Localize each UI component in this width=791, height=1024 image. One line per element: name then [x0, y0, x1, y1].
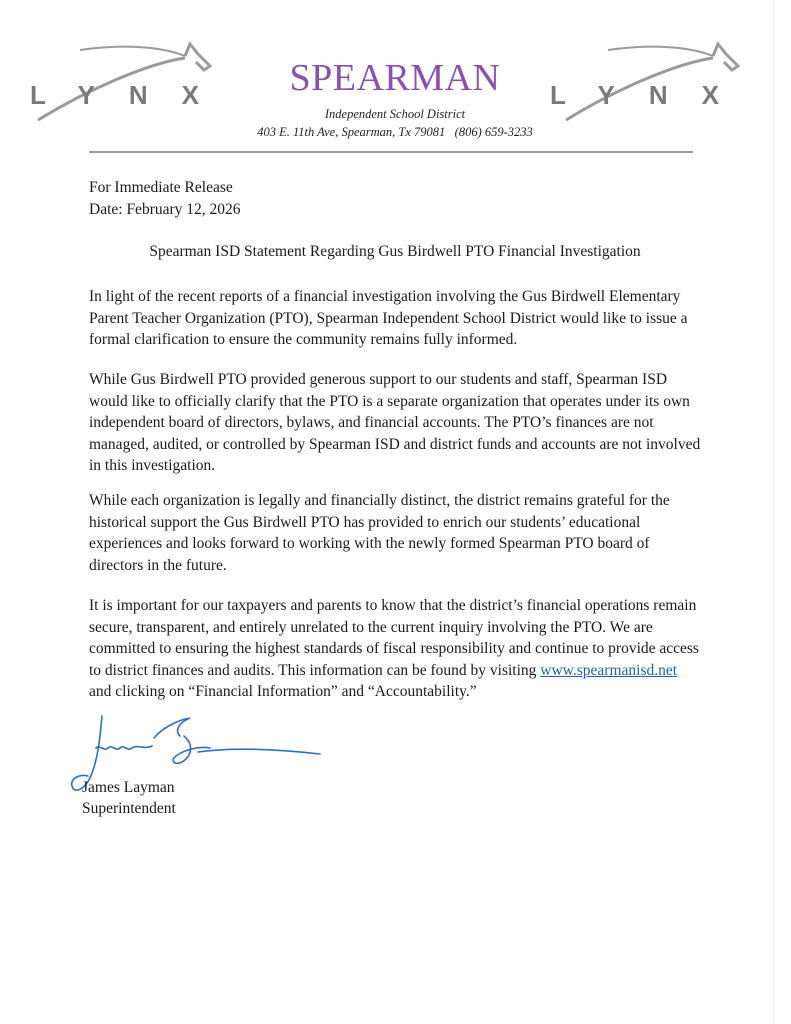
district-name: SPEARMAN: [289, 57, 501, 99]
paragraph-1: In light of the recent reports of a financial investigation involving the Gus Birdwell Elementary Parent Teacher Organization (PTO), Spearman Independent School District would like to issue a formal clarification to ensure the community remains fully informed.: [89, 288, 688, 348]
signer-title: Superintendent: [82, 800, 176, 817]
statement-title: Spearman ISD Statement Regarding Gus Birdwell PTO Financial Investigation: [149, 243, 641, 260]
release-info: [89, 177, 701, 220]
header-divider: [89, 151, 693, 153]
release-date: Date: February 12, 2026: [89, 200, 241, 218]
paragraph-3: While each organization is legally and financially distinct, the district remains grateful for the historical support the Gus Birdwell PTO has provided to enrich our students’ educational experiences and looks forward to working with the newly formed Spearman PTO board of directors in the future.: [89, 492, 670, 574]
logo-text: LYNX: [30, 80, 233, 110]
scan-edge: [773, 0, 774, 1024]
paragraph-2: While Gus Birdwell PTO provided generous support to our students and staff, Spearman ISD would like to officially clarify that the PTO is a separate organization that operates under its own independent board of directors, bylaws, and financial accounts. The PTO’s finances are not managed, audited, or controlled by Spearman ISD and district funds and accounts are not involved in this investigation.: [89, 371, 701, 474]
signer-name: James Layman: [82, 779, 175, 796]
release-line: For Immediate Release: [89, 179, 233, 196]
district-address-line: [180, 125, 610, 140]
district-website-link[interactable]: www.spearmanisd.net: [540, 661, 678, 679]
logo-text: LYNX: [550, 80, 753, 110]
district-phone: (806) 659-3233: [454, 125, 533, 139]
lynx-logo-left: [20, 38, 233, 128]
district-address: 403 E. 11th Ave, Spearman, Tx 79081: [257, 125, 446, 139]
paragraph-4-text: It is important for our taxpayers and parents to know that the district’s financial operations remain secure, transparent, and entirely unrelated to the current inquiry involving the PTO. We are committed to ensuring the highest standards of fiscal responsibility and continue to provide access to district finances and audits. This information can be found by visiting: [89, 597, 699, 679]
paragraph-4-text-end: and clicking on “Financial Information” and “Accountability.”: [89, 683, 477, 700]
paragraph-4: [89, 595, 701, 703]
district-type: Independent School District: [324, 107, 466, 121]
lynx-logo-right: [548, 38, 753, 128]
